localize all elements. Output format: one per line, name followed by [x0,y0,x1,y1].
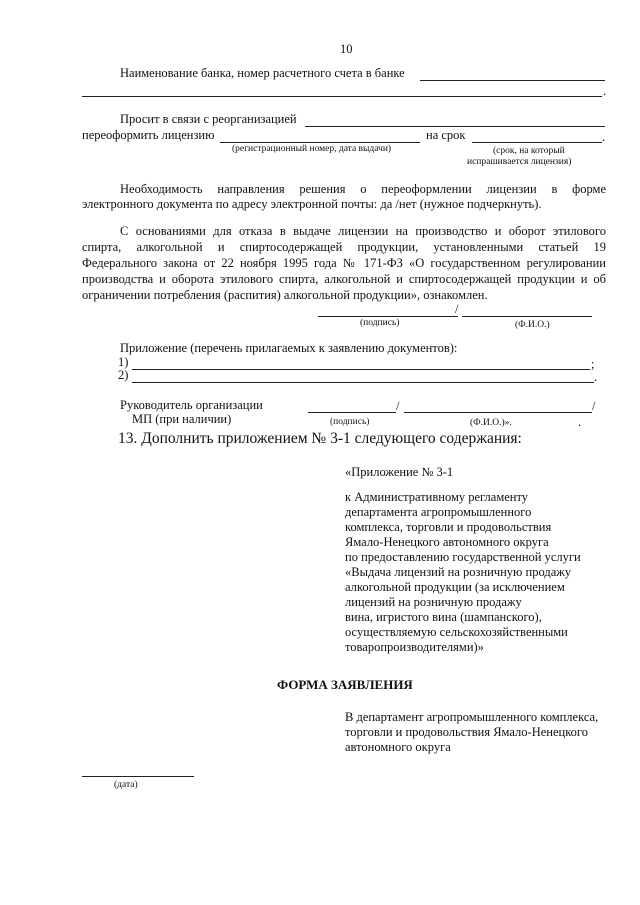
addressee-line-2: торговли и продовольствия Ямало-Ненецкого [345,725,588,739]
request-line-2: переоформить лицензию [82,128,215,142]
date-input-line[interactable] [82,776,194,777]
grounds-line-3: Федерального закона от 22 ноября 1995 года № 171-ФЗ «О государственном регулировании [82,256,606,270]
appendix-line: Ямало-Ненецкого автономного округа [345,535,549,549]
bank-input-line[interactable] [420,80,605,81]
attachment-item-1-number: 1) [118,355,129,369]
appendix-line: по предоставлению государственной услуги [345,550,581,564]
signature-slash: / [455,302,459,316]
caption-term-2: испрашивается лицензия) [467,157,572,167]
addressee-line-3: автономного округа [345,740,451,754]
fio-input-line[interactable] [462,316,592,317]
signature-input-line[interactable] [318,316,458,317]
form-title: ФОРМА ЗАЯВЛЕНИЯ [277,677,413,692]
appendix-line: департамента агропромышленного [345,505,532,519]
head-end-mark: . [578,415,582,429]
appendix-line: лицензий на розничную продажу [345,595,522,609]
attachment-item-2-number: 2) [118,368,129,382]
appendix-line: к Административному регламенту [345,490,529,504]
attachment-item-2-end: . [594,370,598,384]
bank-label: Наименование банка, номер расчетного счета в банке [120,66,405,80]
head-slash: / [396,399,400,413]
head-fio-line[interactable] [404,412,592,413]
bank-end-mark: . [603,84,607,98]
grounds-line-5: ограничении потребления (распития) алкогольной продукции», ознакомлен. [82,288,488,302]
appendix-line: вина, игристого вина (шампанского), [345,610,542,624]
license-input-line[interactable] [220,142,420,143]
grounds-line-1: С основаниями для отказа в выдаче лицензии на производство и оборот этилового [120,224,606,238]
appendix-line: комплекса, торговли и продовольствия [345,520,552,534]
appendix-line: осуществляемую сельскохозяйственными [345,625,568,639]
page-number: 10 [340,42,353,56]
term-end-mark: . [602,130,606,144]
grounds-line-2: спирта, алкогольной и спиртосодержащей продукции, установленными статьей 19 [82,240,606,254]
appendix-line: «Выдача лицензий на розничную продажу [345,565,572,579]
appendix-title: «Приложение № 3-1 [345,465,454,479]
term-input-line[interactable] [472,142,602,143]
grounds-line-4: производства и оборота этилового спирта, алкогольной и спиртосодержащей продукции и об [82,272,606,286]
attachment-item-1-line[interactable] [132,369,590,370]
caption-fio: (Ф.И.О.) [515,320,550,330]
attachments-label: Приложение (перечень прилагаемых к заявлению документов): [120,341,458,355]
attachment-item-2-line[interactable] [132,382,594,383]
head-caption-signature: (подпись) [330,417,370,427]
head-line-2: МП (при наличии) [132,412,232,426]
addressee-line-1: В департамент агропромышленного комплекса, [345,710,599,724]
item-13-heading: 13. Дополнить приложением № 3-1 следующего содержания: [118,430,522,447]
appendix-line: алкогольной продукции (за исключением [345,580,565,594]
caption-reg-number: (регистрационный номер, дата выдачи) [232,144,392,154]
date-caption: (дата) [114,780,138,790]
head-end-slash: / [592,399,596,413]
head-line-1: Руководитель организации [120,398,263,412]
caption-signature: (подпись) [360,318,400,328]
necessity-line-2: электронного документа по адресу электронной почты: да /нет (нужное подчеркнуть). [82,197,542,211]
caption-term-1: (срок, на который [493,146,565,156]
term-label: на срок [426,128,466,142]
head-signature-line[interactable] [308,412,396,413]
attachment-item-1-end: ; [591,357,595,371]
head-caption-fio: (Ф.И.О.)». [470,418,512,428]
bank-input-line-2[interactable] [82,96,602,97]
necessity-line-1: Необходимость направления решения о переоформлении лицензии в форме [120,182,606,196]
appendix-line: товаропроизводителями)» [345,640,484,654]
request-line-1: Просит в связи с реорганизацией [120,112,297,126]
reorganization-input-line[interactable] [305,126,605,127]
